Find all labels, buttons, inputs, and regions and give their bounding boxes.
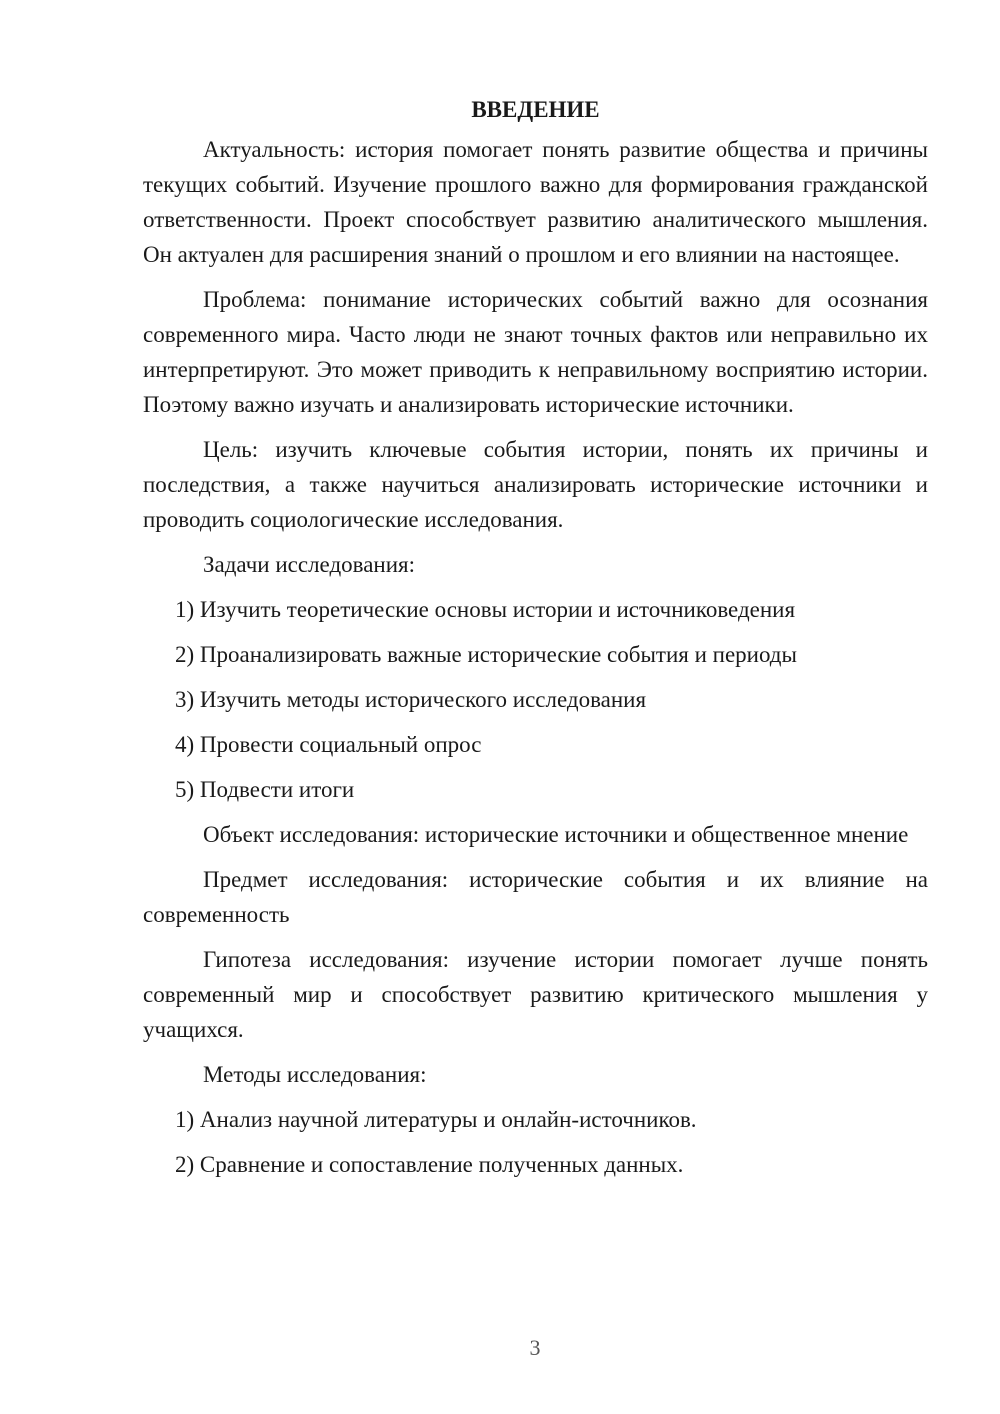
section-heading: ВВЕДЕНИЕ <box>471 97 600 122</box>
task-item: 3) Изучить методы исторического исследования <box>175 687 647 712</box>
problem-paragraph: Проблема: понимание исторических событий важно для осознания современного мира. Часто люди не знают точных фактов или неправильно их интерпретируют. Это может приводить к неправильному восприятию истории. Поэтому важно изучать и анализировать исторические источники. <box>143 287 928 417</box>
relevance-paragraph: Актуальность: история помогает понять развитие общества и причины текущих событий. Изучение прошлого важно для формирования гражданской ответственности. Проект способствует развитию аналитического мышления. Он актуален для расширения знаний о прошлом и его влиянии на настоящее. <box>143 137 928 267</box>
tasks-label: Задачи исследования: <box>203 552 416 577</box>
page-number: 3 <box>529 1335 541 1360</box>
goal-paragraph: Цель: изучить ключевые события истории, понять их причины и последствия, а также научиться анализировать исторические источники и проводить социологические исследования. <box>143 437 928 532</box>
task-item: 4) Провести социальный опрос <box>175 732 482 757</box>
method-item: 1) Анализ научной литературы и онлайн-источников. <box>175 1107 697 1132</box>
task-item: 5) Подвести итоги <box>175 777 355 802</box>
task-item: 1) Изучить теоретические основы истории и источниковедения <box>175 597 796 622</box>
methods-label: Методы исследования: <box>203 1062 427 1087</box>
methods-list <box>143 1102 928 1182</box>
page-content <box>143 92 928 1192</box>
tasks-list <box>143 592 928 807</box>
method-item: 2) Сравнение и сопоставление полученных данных. <box>175 1152 684 1177</box>
task-item: 2) Проанализировать важные исторические события и периоды <box>175 642 797 667</box>
hypothesis-paragraph: Гипотеза исследования: изучение истории помогает лучше понять современный мир и способствует развитию критического мышления у учащихся. <box>143 947 928 1042</box>
object-paragraph: Объект исследования: исторические источники и общественное мнение <box>203 822 909 847</box>
subject-paragraph: Предмет исследования: исторические события и их влияние на современность <box>143 867 928 927</box>
